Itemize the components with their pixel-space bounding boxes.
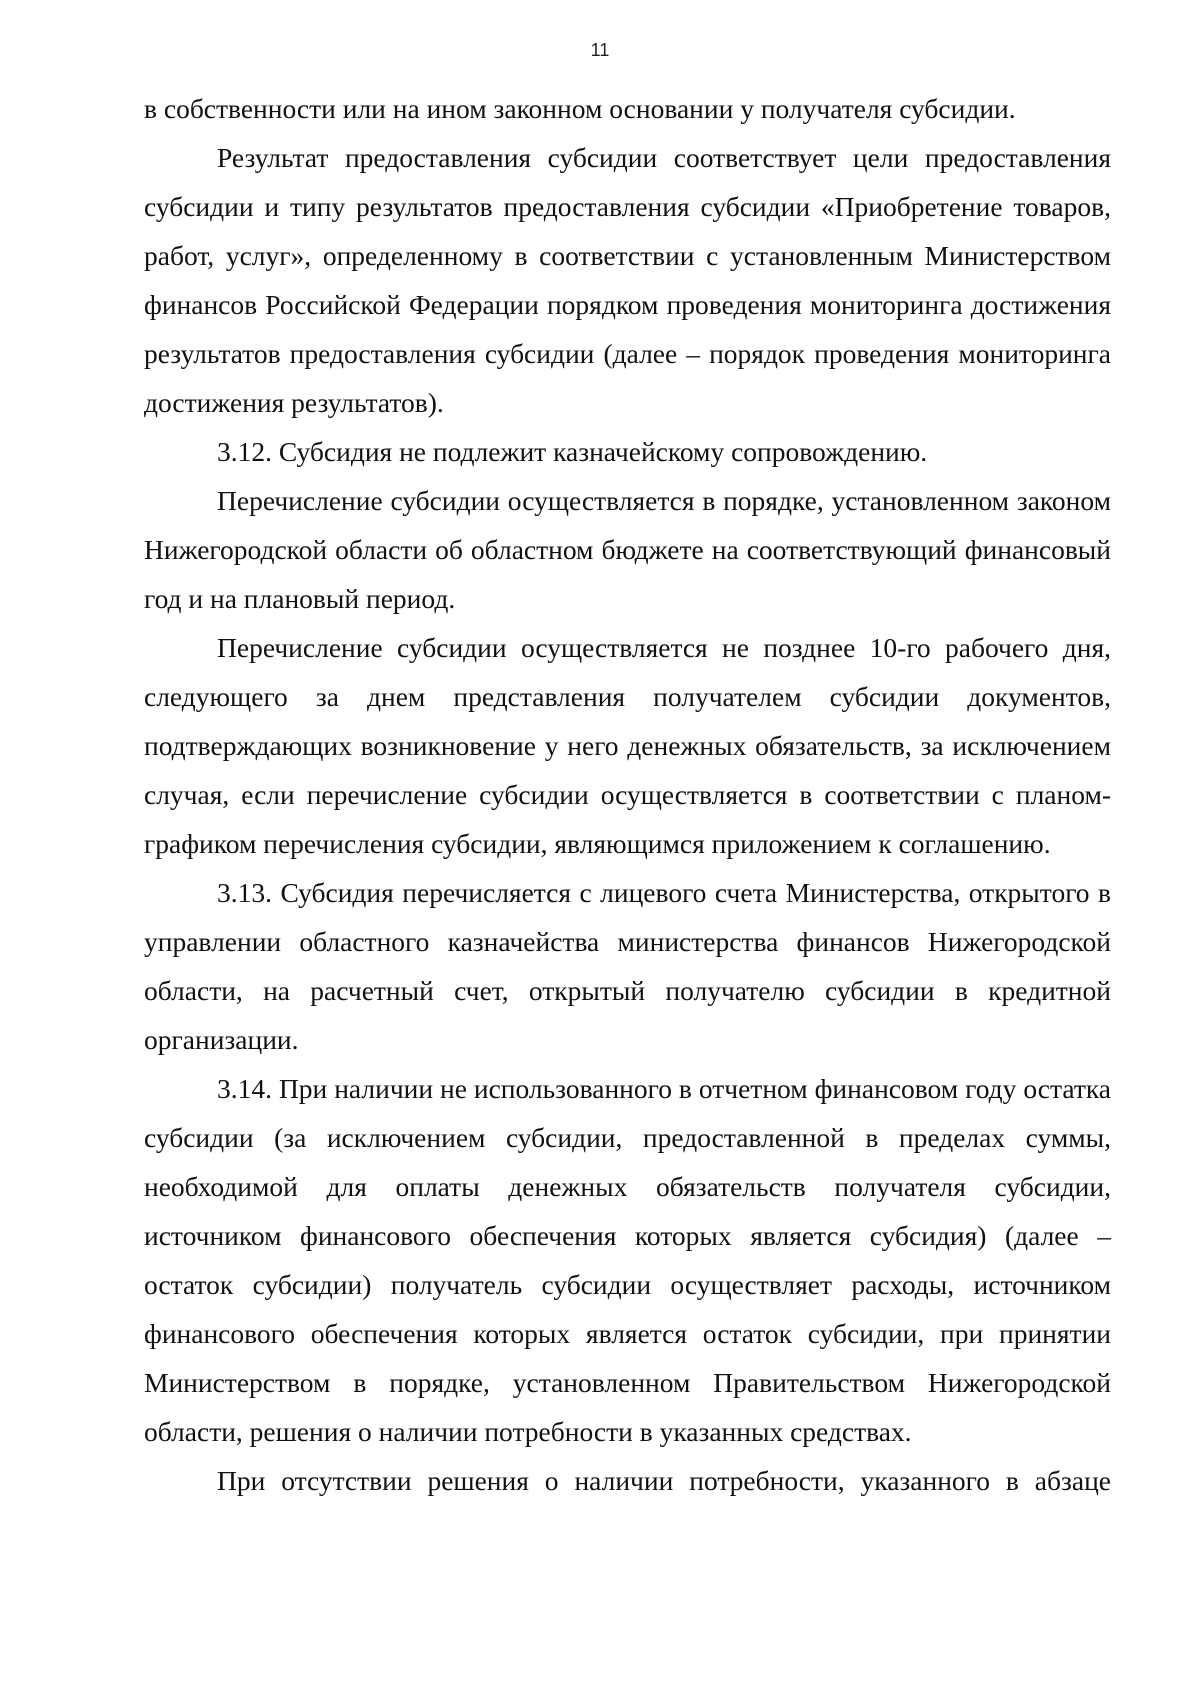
paragraph-continuation: в собственности или на ином законном основании у получателя субсидии. <box>144 93 1016 124</box>
paragraph-no-decision: При отсутствии решения о наличии потребности, указанного в абзаце <box>217 1465 1111 1496</box>
paragraph-subsidy-result: Результат предоставления субсидии соответствует цели предоставления субсидии и типу результатов предоставления субсидии «Приобретение товаров, работ, услуг», определенному в соответствии с установленным Министерством финансов Российской Федерации порядком проведения мониторинга достижения результатов предоставления субсидии (далее – порядок проведения мониторинга достижения результатов). <box>144 142 1111 418</box>
page-number: 11 <box>590 40 610 60</box>
document-body <box>144 84 1111 1505</box>
paragraph-3-13: 3.13. Субсидия перечисляется с лицевого счета Министерства, открытого в управлении областного казначейства министерства финансов Нижегородской области, на расчетный счет, открытый получателю субсидии в кредитной организации. <box>144 877 1111 1055</box>
paragraph-transfer-procedure: Перечисление субсидии осуществляется в порядке, установленном законом Нижегородской области об областном бюджете на соответствующий финансовый год и на плановый период. <box>144 485 1111 614</box>
paragraph-3-12: 3.12. Субсидия не подлежит казначейскому сопровождению. <box>217 436 928 467</box>
paragraph-transfer-deadline: Перечисление субсидии осуществляется не позднее 10-го рабочего дня, следующего за днем представления получателем субсидии документов, подтверждающих возникновение у него денежных обязательств, за исключением случая, если перечисление субсидии осуществляется в соответствии с планом-графиком перечисления субсидии, являющимся приложением к соглашению. <box>144 632 1111 859</box>
paragraph-3-14: 3.14. При наличии не использованного в отчетном финансовом году остатка субсидии (за исключением субсидии, предоставленной в пределах суммы, необходимой для оплаты денежных обязательств получателя субсидии, источником финансового обеспечения которых является субсидия) (далее – остаток субсидии) получатель субсидии осуществляет расходы, источником финансового обеспечения которых является остаток субсидии, при принятии Министерством в порядке, установленном Правительством Нижегородской области, решения о наличии потребности в указанных средствах. <box>144 1073 1111 1447</box>
